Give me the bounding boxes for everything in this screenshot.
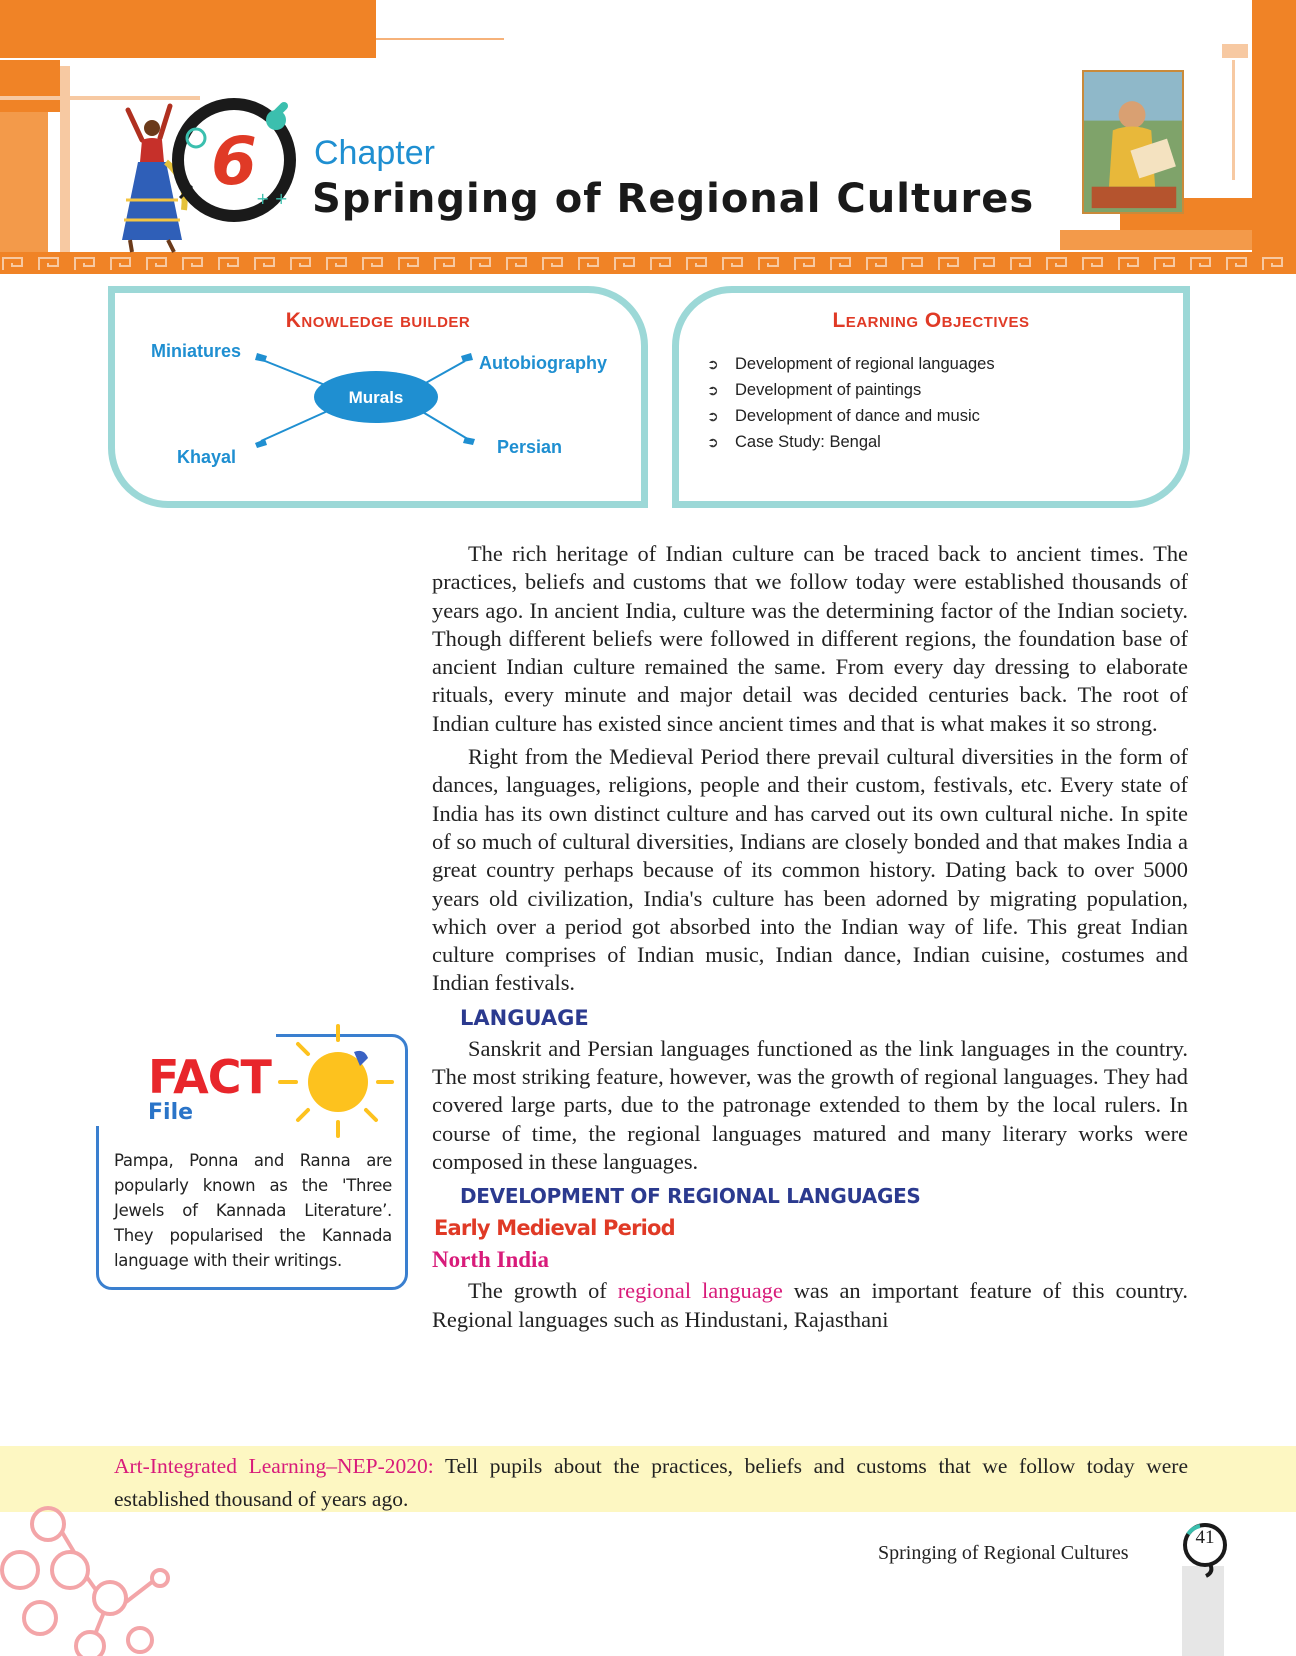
chapter-number: 6 [211,123,257,200]
header-decor-line [60,66,70,256]
section-heading-development: DEVELOPMENT OF REGIONAL LANGUAGES [460,1184,921,1209]
lightbulb-icon [276,1022,396,1138]
header-decor-block [1060,230,1252,250]
header-decor-line [376,38,504,40]
page-number-strip [1182,1566,1224,1656]
fact-file-text: Pampa, Ponna and Ranna are popularly known as the 'Three Jewels of Kannada Literature’. They popularised the Kannada language with their writings. [114,1151,392,1270]
body-paragraph: Right from the Medieval Period there prevail cultural diversities in the form of dances, languages, religions, people and their custom, festivals, etc. Every state of India has its own distinct culture and has carved out its own cultural niche. In spite of so much of cultural diversities, Indians are closely bonded and that makes India a great country perhaps because of its common history. Dating back to over 5000 years old civilization, India's culture has been adorned by migrating population, which over a period got absorbed into the Indian way of life. This great Indian culture comprises of Indian music, Indian dance, Indian cuisine, costumes and Indian festivals. [432,744,1188,996]
list-item [707,429,995,455]
learning-objectives-title: Learning Objectives [832,309,1030,332]
fact-file-title: FACT [148,1050,271,1104]
page-title: Springing of Regional Cultures [312,176,1035,222]
main-text [432,540,1188,1339]
objective-text: Development of dance and music [735,406,980,425]
knowledge-builder-title: Knowledge builder [285,309,471,332]
header-orange-bar [0,0,376,58]
paragraph-text: was an important feature of this country. Regional languages such as Hindustani, Rajasthani [432,1278,1188,1332]
header-decor-block [0,60,60,112]
list-item [707,403,995,429]
arrow-bullet-icon: ➲ [707,433,719,450]
subheading-period: Early Medieval Period [434,1216,675,1241]
arrow-bullet-icon: ➲ [707,355,719,372]
header-decor-block [1222,44,1248,58]
mindmap-node-label: Persian [497,437,563,457]
arrow-bullet-icon: ➲ [707,381,719,398]
chapter-label: Chapter [314,134,435,172]
mindmap-node-label: Miniatures [151,341,242,361]
header-decor-line [1232,60,1235,180]
mindmap-center-label: Murals [348,388,404,407]
highlighted-term: regional language [617,1278,783,1304]
header-decor-block [0,112,48,252]
pointing-hand-icon [461,353,473,362]
pointing-hand-icon [255,353,267,362]
running-footer-title: Springing of Regional Cultures [878,1542,1129,1564]
art-integrated-note [114,1450,1188,1516]
arrow-bullet-icon: ➲ [707,407,719,424]
subheading-region: North India [432,1247,549,1273]
fact-file-subtitle: File [148,1100,194,1125]
objective-text: Development of regional languages [735,354,995,373]
knowledge-builder-box [108,286,648,508]
learning-objectives-box [672,286,1190,508]
poet-portrait-illustration [1082,70,1184,214]
page-number: 41 [1195,1527,1215,1548]
pointing-hand-icon [463,437,475,445]
body-paragraph: Sanskrit and Persian languages functioned as the link languages in the country. The most striking feature, however, was the growth of regional languages. They had covered large parts, due to the patronage extended to them by the local rulers. In course of time, the regional languages matured and many literary works were composed in these languages. [432,1035,1188,1174]
knowledge-builder-mindmap [115,293,641,501]
mindmap-node-label: Khayal [177,447,237,467]
body-paragraph [432,1277,1188,1334]
mindmap-node-label: Autobiography [479,353,607,373]
svg-text:+ +: + + [256,189,288,208]
art-integrated-label: Art-Integrated Learning–NEP-2020: [114,1454,434,1478]
header-decor-column [1252,0,1296,270]
paragraph-text: The growth of [468,1278,618,1304]
list-item [707,351,995,377]
body-paragraph: The rich heritage of Indian culture can be traced back to ancient times. The practices, beliefs and customs that we follow today were established thousands of years ago. In ancient India, culture was the determining factor of the Indian society. Though different beliefs were followed in different regions, the foundation base of ancient Indian culture remained the same. From every day dressing to elaborate rituals, every minute and major detail was decided centuries back. The root of Indian culture has existed since ancient times and that is what makes it so strong. [432,541,1188,736]
objective-text: Development of paintings [735,380,922,399]
decorative-circles [0,1500,180,1656]
art-integrated-text: Tell pupils about the practices, beliefs and customs that we follow today were established thousand of years ago. [114,1454,1188,1511]
objectives-list [707,351,995,455]
chapter-number-badge [172,98,296,222]
section-heading-language: LANGUAGE [460,1005,589,1030]
objective-text: Case Study: Bengal [735,432,881,451]
list-item [707,377,995,403]
